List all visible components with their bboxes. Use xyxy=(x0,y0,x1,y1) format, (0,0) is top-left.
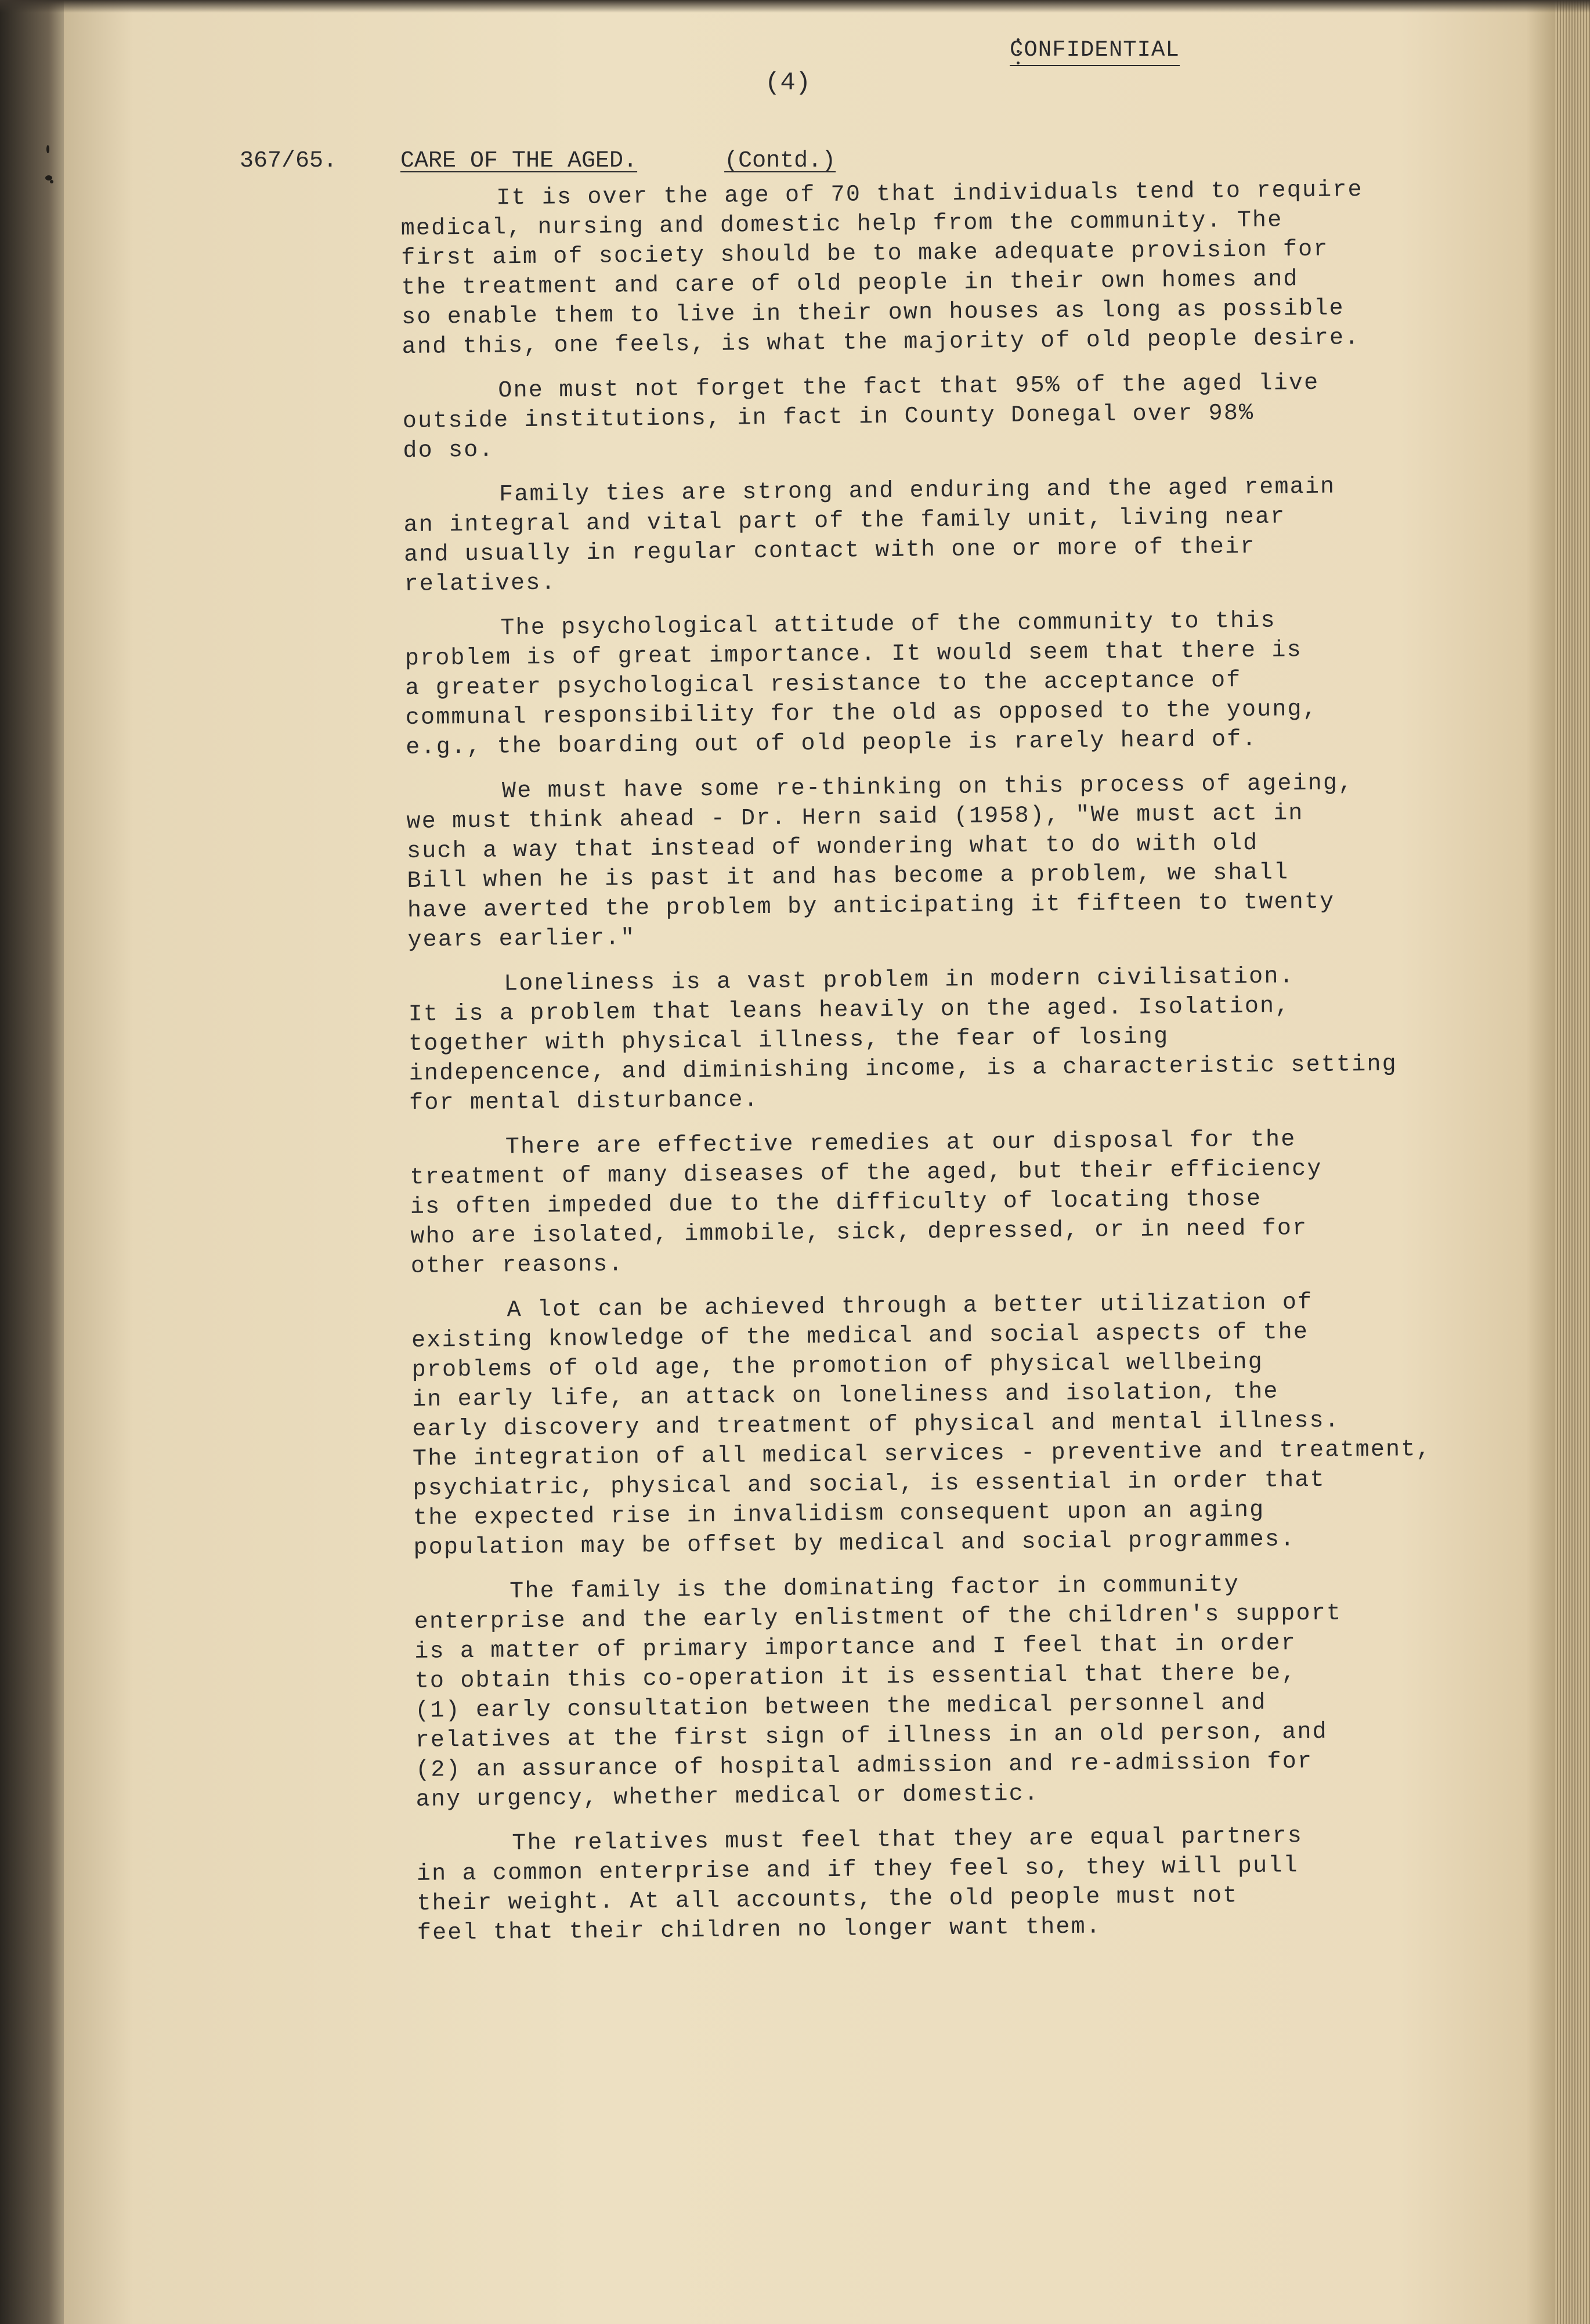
text-line: A lot can be achieved through a better utilization of xyxy=(507,1289,1313,1324)
text-line: for mental disturbance. xyxy=(409,1087,760,1117)
text-line: feel that their children no longer want them. xyxy=(417,1914,1102,1947)
text-line: There are effective remedies at our disposal for the xyxy=(505,1127,1296,1161)
text-line: and this, one feels, is what the majority of old people desire. xyxy=(402,325,1360,360)
text-line: problems of old age, the promotion of physical wellbeing xyxy=(411,1349,1264,1384)
text-line: It is a problem that leans heavily on the aged. Isolation, xyxy=(408,993,1291,1028)
text-line: Family ties are strong and enduring and the aged remain xyxy=(498,474,1336,508)
text-line: who are isolated, immobile, sick, depressed, or in need for xyxy=(410,1215,1308,1250)
text-line: The family is the dominating factor in community xyxy=(509,1572,1240,1605)
section-heading xyxy=(400,148,836,174)
text-line: (2) an assurance of hospital admission and re-admission for xyxy=(415,1749,1313,1784)
text-line: enterprise and the early enlistment of the children's support xyxy=(414,1600,1342,1636)
text-line: and usually in regular contact with one or more of their xyxy=(403,533,1256,568)
paragraph xyxy=(406,767,1510,955)
text-line: Bill when he is past it and has become a problem, we shall xyxy=(407,860,1289,894)
paragraph xyxy=(408,960,1512,1118)
text-line: One must not forget the fact that 95% of the aged live xyxy=(498,370,1320,405)
paragraph xyxy=(400,174,1505,362)
text-line: the expected rise in invalidism consequent upon an aging xyxy=(413,1497,1265,1532)
text-line: The psychological attitude of the community to this xyxy=(500,608,1276,642)
text-line: years earlier." xyxy=(407,925,636,954)
text-line: first aim of society should be to make adequate provision for xyxy=(401,236,1329,272)
body-text xyxy=(400,174,1520,1964)
text-line: relatives at the first sign of illness in an old person, and xyxy=(415,1719,1328,1754)
text-line: relatives. xyxy=(404,570,556,598)
text-line: we must think ahead - Dr. Hern said (1958), "We must act in xyxy=(406,800,1304,835)
text-line: population may be offset by medical and social programmes. xyxy=(413,1527,1296,1561)
text-line: It is over the age of 70 that individuals tend to require xyxy=(496,177,1364,212)
text-line: is often impeded due to the difficulty of locating those xyxy=(410,1186,1262,1221)
section-suffix: (Contd.) xyxy=(724,148,836,174)
text-line: the treatment and care of old people in their own homes and xyxy=(401,266,1299,301)
text-line: communal responsibility for the old as opposed to the young, xyxy=(405,696,1318,731)
paragraph xyxy=(404,604,1508,763)
paragraph xyxy=(416,1820,1520,1948)
text-line: treatment of many diseases of the aged, but their efficiency xyxy=(410,1156,1322,1191)
text-line: their weight. At all accounts, the old people must not xyxy=(417,1883,1238,1917)
page-number: (4) xyxy=(765,68,811,98)
top-edge-shadow xyxy=(0,0,1590,13)
text-line: in a common enterprise and if they feel so, they will pull xyxy=(416,1853,1299,1888)
reference-number: 367/65. xyxy=(240,148,338,174)
page-edges xyxy=(1555,0,1590,2324)
text-line: psychiatric, physical and social, is essential in order that xyxy=(413,1467,1325,1502)
binding-marks xyxy=(42,145,65,215)
text-line: is a matter of primary importance and I feel that in order xyxy=(414,1630,1297,1665)
text-line: have averted the problem by anticipating it fifteen to twenty xyxy=(407,889,1335,924)
paragraph xyxy=(411,1286,1516,1563)
text-line: e.g., the boarding out of old people is rarely heard of. xyxy=(406,726,1257,761)
text-line: together with physical illness, the fear of losing xyxy=(409,1024,1169,1058)
binding-shadow xyxy=(0,0,70,2324)
text-line: (1) early consultation between the medical personnel and xyxy=(415,1690,1267,1724)
text-line: a greater psychological resistance to the acceptance of xyxy=(405,667,1242,702)
text-line: outside institutions, in fact in County Donegal over 98% xyxy=(402,400,1255,435)
text-line: indepencence, and diminishing income, is a characteristic setting xyxy=(409,1051,1398,1087)
text-line: so enable them to live in their own houses as long as possible xyxy=(401,295,1345,331)
confidential-marking: CONFIDENTIAL xyxy=(1010,37,1180,66)
section-title: CARE OF THE AGED. xyxy=(400,148,638,174)
text-line: medical, nursing and domestic help from the community. The xyxy=(400,207,1283,242)
text-line: Loneliness is a vast problem in modern civilisation. xyxy=(504,963,1295,998)
text-line: The relatives must feel that they are equal partners xyxy=(512,1823,1303,1857)
paragraph xyxy=(403,471,1507,600)
paragraph xyxy=(402,367,1505,466)
text-line: such a way that instead of wondering what to do with old xyxy=(406,830,1259,865)
text-line: problem is of great importance. It would seem that there is xyxy=(404,637,1303,672)
text-line: We must have some re-thinking on this process of ageing, xyxy=(501,770,1354,805)
paragraph xyxy=(410,1123,1513,1282)
text-line: in early life, an attack on loneliness and isolation, the xyxy=(411,1378,1279,1413)
text-line: early discovery and treatment of physical and mental illness. xyxy=(412,1408,1340,1443)
paragraph xyxy=(414,1568,1519,1815)
text-line: The integration of all medical services - preventive and treatment, xyxy=(412,1437,1432,1473)
text-line: existing knowledge of the medical and social aspects of the xyxy=(411,1319,1309,1354)
text-line: to obtain this co-operation it is essential that there be, xyxy=(414,1660,1297,1695)
text-line: any urgency, whether medical or domestic. xyxy=(415,1781,1040,1813)
text-line: do so. xyxy=(403,437,494,464)
text-line: an integral and vital part of the family unit, living near xyxy=(403,504,1286,539)
text-line: other reasons. xyxy=(410,1251,624,1280)
